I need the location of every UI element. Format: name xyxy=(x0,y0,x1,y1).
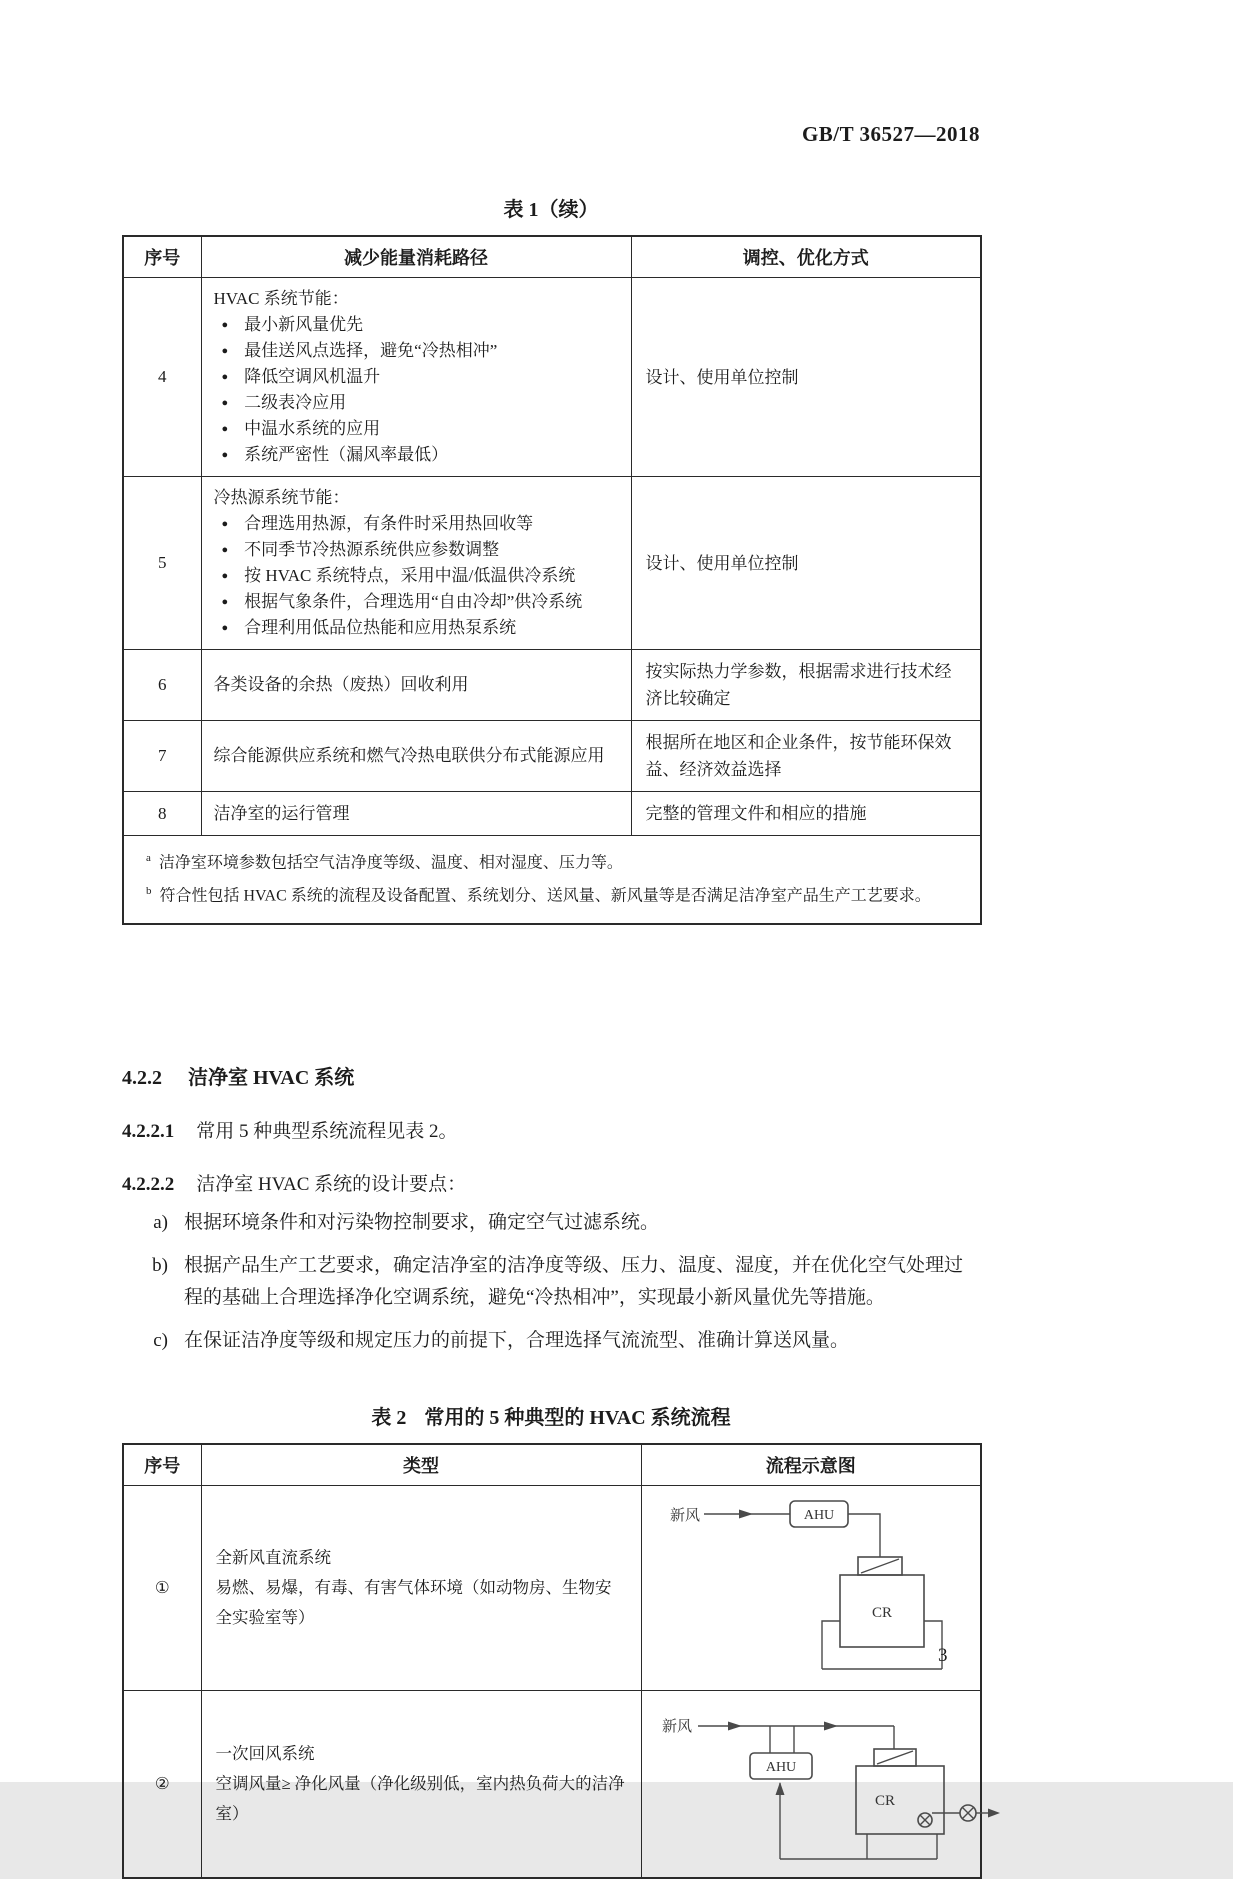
bullet-item: ● 不同季节冷热源系统供应参数调整 xyxy=(214,537,619,563)
row8-no: 8 xyxy=(123,792,201,836)
filter-slash xyxy=(877,1751,913,1764)
clause-number: 4.2.2.1 xyxy=(122,1120,175,1142)
t2row1-no: ① xyxy=(123,1485,201,1690)
cleanroom-label: CR xyxy=(874,1792,895,1809)
row5-no: 5 xyxy=(123,477,201,650)
row5-control: 设计、使用单位控制 xyxy=(631,477,981,650)
bullet-item: ● 合理选用热源，有条件时采用热回收等 xyxy=(214,511,619,537)
bullet-item: ● 降低空调风机温升 xyxy=(214,364,619,390)
cleanroom-label: CR xyxy=(871,1604,892,1621)
flow-arrow-right xyxy=(728,1721,742,1730)
t2row2-diagram-cell xyxy=(641,1690,981,1878)
table1-header-row xyxy=(123,236,981,278)
row4-no: 4 xyxy=(123,278,201,477)
table1-footnote-row xyxy=(123,836,981,924)
system-type-desc: 空调风量≥ 净化风量（净化级别低，室内热负荷大的洁净室） xyxy=(215,1773,625,1823)
bullet-item: ● 最小新风量优先 xyxy=(214,312,619,338)
table-1 xyxy=(122,235,982,925)
footnote-marker: b xyxy=(146,885,152,898)
row8-path: 洁净室的运行管理 xyxy=(201,792,631,836)
item-text: 根据产品生产工艺要求，确定洁净室的洁净度等级、压力、温度、湿度，并在优化空气处理过程的基础上合理选择净化空调系统，避免“冷热相冲”，实现最小新风量优先等措施。 xyxy=(184,1254,964,1308)
flow-arrow-right xyxy=(824,1721,838,1730)
fresh-air-label: 新风 xyxy=(661,1718,692,1735)
table1-row-5 xyxy=(123,477,981,650)
clause-text: 洁净室 HVAC 系统的设计要点： xyxy=(196,1173,467,1195)
bullet-item: ● 按 HVAC 系统特点，采用中温/低温供冷系统 xyxy=(214,563,619,589)
row6-no: 6 xyxy=(123,650,201,721)
row4-intro: HVAC 系统节能： xyxy=(213,289,349,308)
table1-caption: 表 1（续） xyxy=(503,199,599,221)
flow-arrow-right xyxy=(739,1509,753,1518)
table2-row-1 xyxy=(123,1485,981,1690)
bullet-item: ● 中温水系统的应用 xyxy=(214,416,619,442)
table1-footnotes xyxy=(123,836,981,924)
t1-col-no: 序号 xyxy=(123,236,201,278)
t2row1-type-cell xyxy=(201,1485,641,1690)
t2row2-no: ② xyxy=(123,1690,201,1878)
item-label: c) xyxy=(153,1329,168,1351)
page-number: 3 xyxy=(938,1645,948,1666)
table1-footnote-a xyxy=(146,844,964,877)
t2-col-type: 类型 xyxy=(201,1444,641,1486)
supply-duct xyxy=(848,1514,880,1557)
bullet-item: ● 系统严密性（漏风率最低） xyxy=(214,442,619,468)
row8-control: 完整的管理文件和相应的措施 xyxy=(631,792,981,836)
clause-title: 洁净室 HVAC 系统 xyxy=(188,1066,355,1089)
item-label: a) xyxy=(153,1211,168,1233)
table2-header-row xyxy=(123,1444,981,1486)
t2row2-type-cell xyxy=(201,1690,641,1878)
ahu-label: AHU xyxy=(765,1759,796,1775)
clause-number: 4.2.2 xyxy=(122,1066,162,1089)
system-type-title: 一次回风系统 xyxy=(215,1743,315,1763)
ahu-label: AHU xyxy=(803,1507,834,1523)
row7-control: 根据所在地区和企业条件，按节能环保效益、经济效益选择 xyxy=(631,721,981,792)
system-type-title: 全新风直流系统 xyxy=(215,1547,331,1567)
footnote-text: 符合性包括 HVAC 系统的流程及设备配置、系统划分、送风量、新风量等是否满足洁净室产品生产工艺要求。 xyxy=(159,887,931,905)
row5-path-cell xyxy=(201,477,631,650)
clause-4-2-2-2 xyxy=(122,1169,980,1196)
hvac-diagram-primary-return-air xyxy=(642,1693,1002,1875)
design-point-a xyxy=(122,1207,980,1239)
row7-path: 综合能源供应系统和燃气冷热电联供分布式能源应用 xyxy=(201,721,631,792)
clause-4-2-2-1 xyxy=(122,1116,980,1143)
hvac-diagram-full-fresh-air xyxy=(642,1489,982,1687)
row4-control: 设计、使用单位控制 xyxy=(631,278,981,477)
table1-row-7 xyxy=(123,721,981,792)
design-point-b xyxy=(122,1250,980,1314)
t2-col-diagram: 流程示意图 xyxy=(641,1444,981,1486)
row5-intro: 冷热源系统节能： xyxy=(213,488,350,507)
clause-text: 常用 5 种典型系统流程见表 2。 xyxy=(196,1120,458,1142)
row6-path: 各类设备的余热（废热）回收利用 xyxy=(201,650,631,721)
table1-row-8 xyxy=(123,792,981,836)
bullet-item: ● 根据气象条件，合理选用“自由冷却”供冷系统 xyxy=(214,589,619,615)
exhaust-duct-left xyxy=(822,1621,840,1669)
flow-arrow-up xyxy=(775,1782,784,1795)
bullet-item: ● 二级表冷应用 xyxy=(214,390,619,416)
table2-caption xyxy=(122,1401,980,1430)
clause-4-2-2-heading xyxy=(122,1061,980,1090)
table2-row-2 xyxy=(123,1690,981,1878)
t2row1-diagram-cell xyxy=(641,1485,981,1690)
fresh-air-label: 新风 xyxy=(669,1507,700,1524)
system-type-desc: 易燃、易爆，有毒、有害气体环境（如动物房、生物安全实验室等） xyxy=(215,1577,612,1627)
item-text: 根据环境条件和对污染物控制要求，确定空气过滤系统。 xyxy=(184,1211,660,1233)
row7-no: 7 xyxy=(123,721,201,792)
t1-col-control: 调控、优化方式 xyxy=(631,236,981,278)
row6-control: 按实际热力学参数，根据需求进行技术经济比较确定 xyxy=(631,650,981,721)
table2-caption-label: 表 2 xyxy=(371,1406,407,1429)
item-text: 在保证洁净度等级和规定压力的前提下，合理选择气流流型、准确计算送风量。 xyxy=(184,1329,850,1351)
clause-number: 4.2.2.2 xyxy=(122,1173,175,1195)
table1-footnote-b xyxy=(146,877,964,910)
table1-row-6 xyxy=(123,650,981,721)
table2-caption-text: 常用的 5 种典型的 HVAC 系统流程 xyxy=(424,1406,731,1429)
item-label: b) xyxy=(152,1254,168,1276)
t1-col-path: 减少能量消耗路径 xyxy=(201,236,631,278)
t2-col-no: 序号 xyxy=(123,1444,201,1486)
content-column xyxy=(122,0,980,1879)
flow-arrow-right xyxy=(988,1808,1000,1817)
design-point-c xyxy=(122,1325,980,1357)
bullet-item: ● 合理利用低品位热能和应用热泵系统 xyxy=(214,615,619,641)
table1-row-4 xyxy=(123,278,981,477)
doc-number: GB/T 36527—2018 xyxy=(801,122,980,146)
table-2 xyxy=(122,1443,982,1879)
footnote-text: 洁净室环境参数包括空气洁净度等级、温度、相对湿度、压力等。 xyxy=(158,854,623,872)
bullet-item: ● 最佳送风点选择，避免“冷热相冲” xyxy=(214,338,619,364)
row4-path-cell xyxy=(201,278,631,477)
footnote-marker: a xyxy=(146,852,151,864)
filter-slash xyxy=(861,1559,899,1573)
